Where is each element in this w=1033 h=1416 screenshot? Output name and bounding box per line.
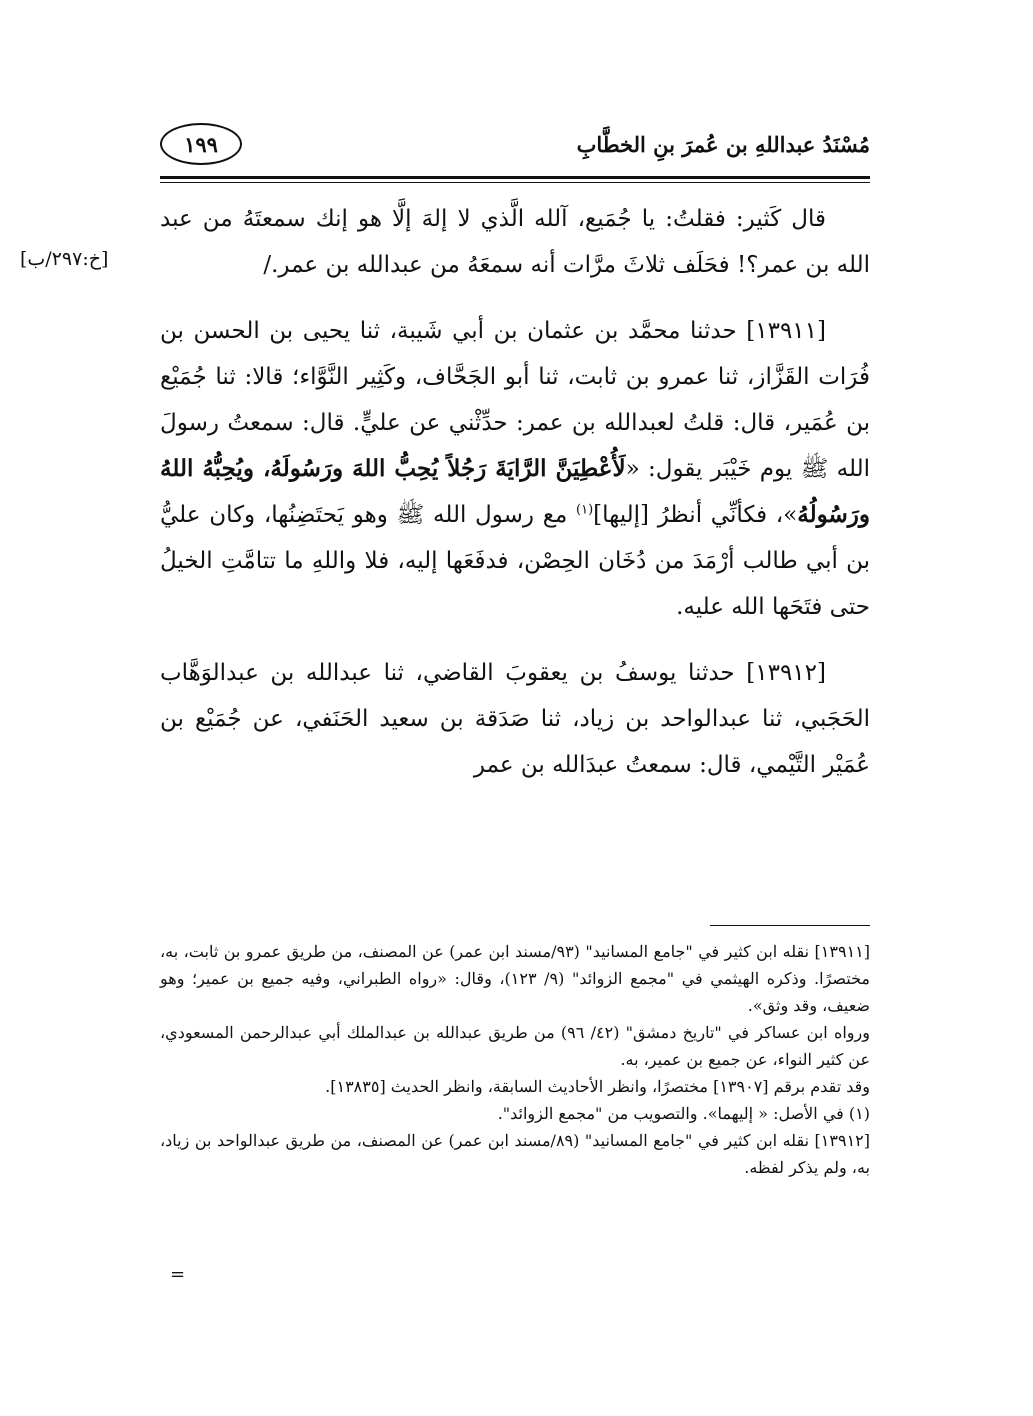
footnote-13911-cross-ref: وقد تقدم برقم [١٣٩٠٧] مختصرًا، وانظر الأحاديث السابقة، وانظر الحديث [١٣٨٣٥]. — [325, 1077, 870, 1096]
hadith-13911-part-b: »، فكأنِّي أنظرُ [إليها] — [593, 502, 798, 528]
continuation-mark: = — [170, 1264, 186, 1285]
footnote-13911-ibn-asakir: ورواه ابن عساكر في "تاريخ دمشق" (٤٢/ ٩٦) من طريق عبدالله بن عبدالملك أبي عبدالرحمن المسعودي، عن كثير النواء، عن جميع بن عمير، به. — [160, 1023, 870, 1069]
header-rule-thin — [160, 182, 870, 183]
hadith-quote-bold: لَأُعْطِيَنَّ الرَّايَةَ رَجُلاً يُحِبُّ اللهَ ورَسُولَهُ، ويُحِبُّهُ اللهُ ورَسُولُهُ — [160, 455, 870, 528]
hadith-13911 — [160, 308, 870, 630]
header-rule-thick — [160, 176, 870, 179]
page-header — [160, 118, 870, 170]
footnote-ref-1: (١) — [576, 502, 594, 518]
hadith-13911-part-c: مع رسول الله ﷺ وهو يَحتَضِنُها، وكان عليُّ بن أبي طالب أرْمَدَ من دُخَان الحِصْن، فدفَعَها إليه، فلا واللهِ ما تتامَّتِ الخيلُ حتى فتَحَها الله عليه. — [160, 502, 870, 620]
paragraph-1: قال كَثير: فقلتُ: يا جُمَيع، آلله الَّذي لا إلهَ إلَّا هو إنك سمعتَهُ من عبد الله بن عمر؟! فحَلَف ثلاثَ مرَّات أنه سمعَهُ من عبدالله بن عمر./ — [160, 206, 870, 278]
hadith-13911-part-a: [١٣٩١١] حدثنا محمَّد بن عثمان بن أبي شَيبة، ثنا يحيى بن الحسن بن فُرَات القَزَّاز، ثنا عمرو بن ثابت، ثنا أبو الجَحَّاف، وكَثِير النَّوَّاء؛ قالا: ثنا جُمَيْع بن عُمَير، قال: قلتُ لعبدالله بن عمر: حدِّثْني عن عليٍّ. قال: سمعتُ رسولَ الله ﷺ يوم خَيْبَر يقول: « — [160, 318, 870, 482]
footnotes — [160, 938, 870, 1181]
footnote-13911-main: [١٣٩١١] نقله ابن كثير في "جامع المسانيد" (٩٣/مسند ابن عمر) عن المصنف، من طريق عمرو بن ثابت، به، مختصرًا. وذكره الهيثمي في "مجمع الزوائد" (٩/ ١٢٣)، وقال: «رواه الطبراني، وفيه جميع بن عمير؛ وهو ضعيف، وقد وثق». — [160, 942, 871, 1015]
page-number: ١٩٩ — [160, 123, 242, 165]
main-text — [160, 196, 870, 788]
running-title: مُسْنَدُ عبداللهِ بن عُمرَ بنِ الخطَّابِ — [576, 131, 870, 157]
manuscript-folio-note: [خ:٢٩٧/ب] — [20, 248, 109, 270]
footnote-separator — [710, 925, 870, 926]
footnote-13912: [١٣٩١٢] نقله ابن كثير في "جامع المسانيد" (٨٩/مسند ابن عمر) عن المصنف، من طريق عبدالواحد بن زياد، به، ولم يذكر لفظه. — [160, 1131, 871, 1177]
hadith-13912: [١٣٩١٢] حدثنا يوسفُ بن يعقوبَ القاضي، ثنا عبدالله بن عبدالوَهَّاب الحَجَبي، ثنا عبدالواحد بن زياد، ثنا صَدَقة بن سعيد الحَنَفي، عن جُمَيْع بن عُمَيْر التَّيْمي، قال: سمعتُ عبدَالله بن عمر — [160, 660, 870, 778]
footnote-1-correction: (١) في الأصل: « إليهما». والتصويب من "مجمع الزوائد". — [497, 1104, 870, 1123]
